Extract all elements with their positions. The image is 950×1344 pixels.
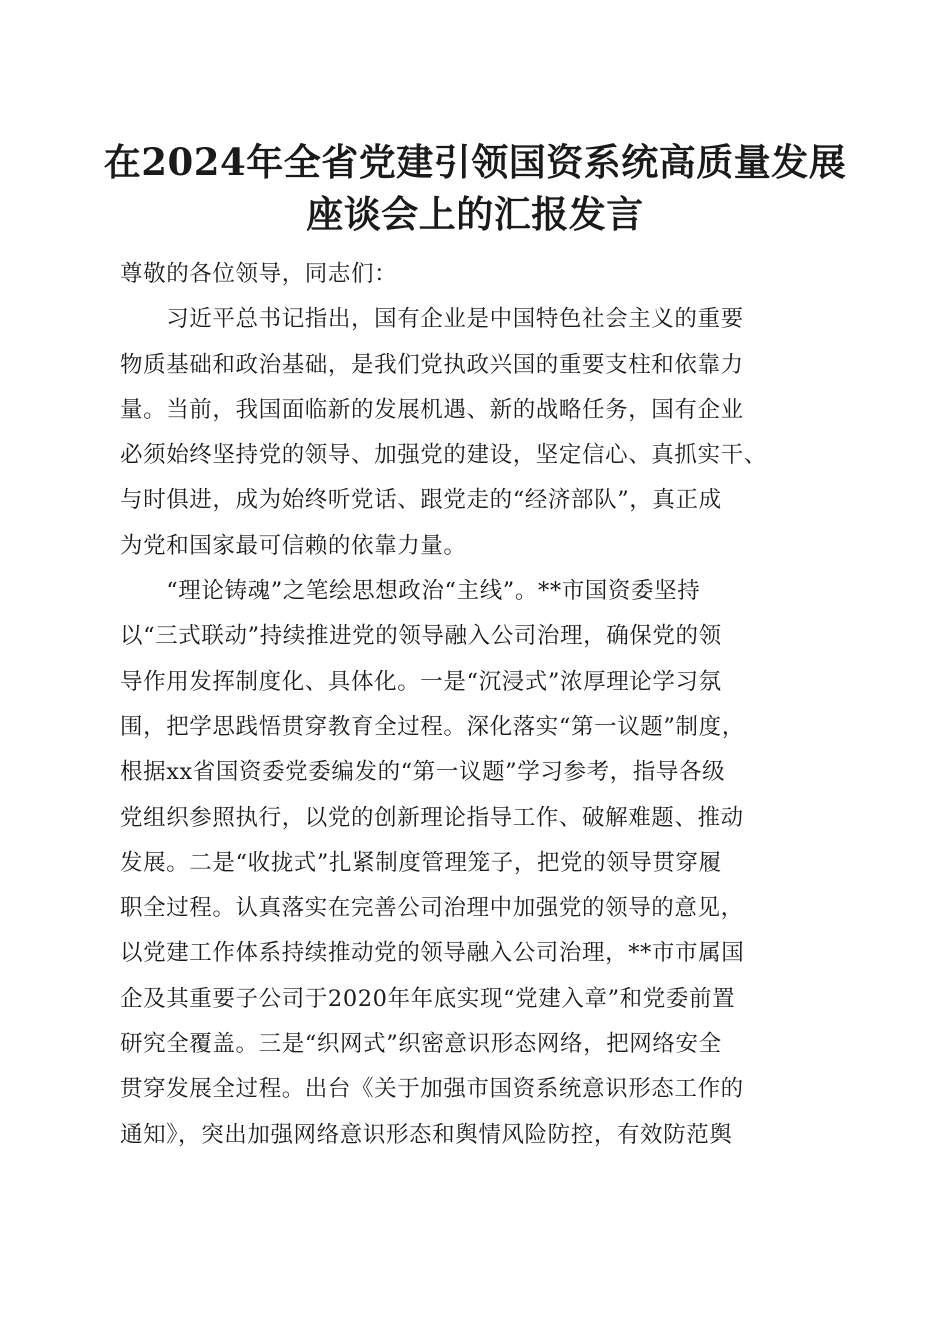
body-line: 与时俱进，成为始终听党话、跟党走的“经济部队”，真正成 bbox=[120, 487, 722, 514]
body-line: 通知》，突出加强网络意识形态和舆情风险防控，有效防范舆 bbox=[120, 1121, 733, 1148]
body-line: 根据xx省国资委党委编发的“第一议题”学习参考，指导各级 bbox=[120, 759, 726, 786]
body-line: 围，把学思践悟贯穿教育全过程。深化落实“第一议题”制度， bbox=[120, 713, 745, 740]
body-line: 职全过程。认真落实在完善公司治理中加强党的领导的意见， bbox=[120, 895, 744, 922]
body-line: 以“三式联动”持续推进党的领导融入公司治理，确保党的领 bbox=[120, 623, 722, 650]
body-line: 为党和国家最可信赖的依靠力量。 bbox=[120, 532, 467, 559]
body-line: 发展。二是“收拢式”扎紧制度管理笼子，把党的领导贯穿履 bbox=[120, 849, 722, 876]
title-line-2: 座谈会上的汇报发言 bbox=[306, 192, 644, 236]
body-line: 贯穿发展全过程。出台《关于加强市国资系统意识形态工作的 bbox=[120, 1076, 744, 1103]
body-line: 习近平总书记指出，国有企业是中国特色社会主义的重要 bbox=[120, 306, 744, 333]
body-line: 以党建工作体系持续推动党的领导融入公司治理，**市市属国 bbox=[120, 940, 745, 967]
body-line: “理论铸魂”之笔绘思想政治“主线”。**市国资委坚持 bbox=[120, 578, 701, 605]
document-body bbox=[120, 252, 860, 1158]
body-line: 党组织参照执行，以党的创新理论指导工作、破解难题、推动 bbox=[120, 804, 744, 831]
body-line: 导作用发挥制度化、具体化。一是“沉浸式”浓厚理论学习氛 bbox=[120, 668, 722, 695]
body-line: 量。当前，我国面临新的发展机遇、新的战略任务，国有企业 bbox=[120, 396, 744, 423]
body-line: 研究全覆盖。三是“织网式”织密意识形态网络，把网络安全 bbox=[120, 1031, 722, 1058]
salutation: 尊敬的各位领导，同志们： bbox=[120, 261, 398, 287]
body-line: 企及其重要子公司于2020年年底实现“党建入章”和党委前置 bbox=[120, 985, 736, 1012]
body-line: 必须始终坚持党的领导、加强党的建设，坚定信心、真抓实干、 bbox=[120, 442, 767, 469]
body-line: 物质基础和政治基础，是我们党执政兴国的重要支柱和依靠力 bbox=[120, 351, 744, 378]
document-title bbox=[100, 136, 850, 240]
title-line-1: 在2024年全省党建引领国资系统高质量发展 bbox=[103, 140, 847, 184]
